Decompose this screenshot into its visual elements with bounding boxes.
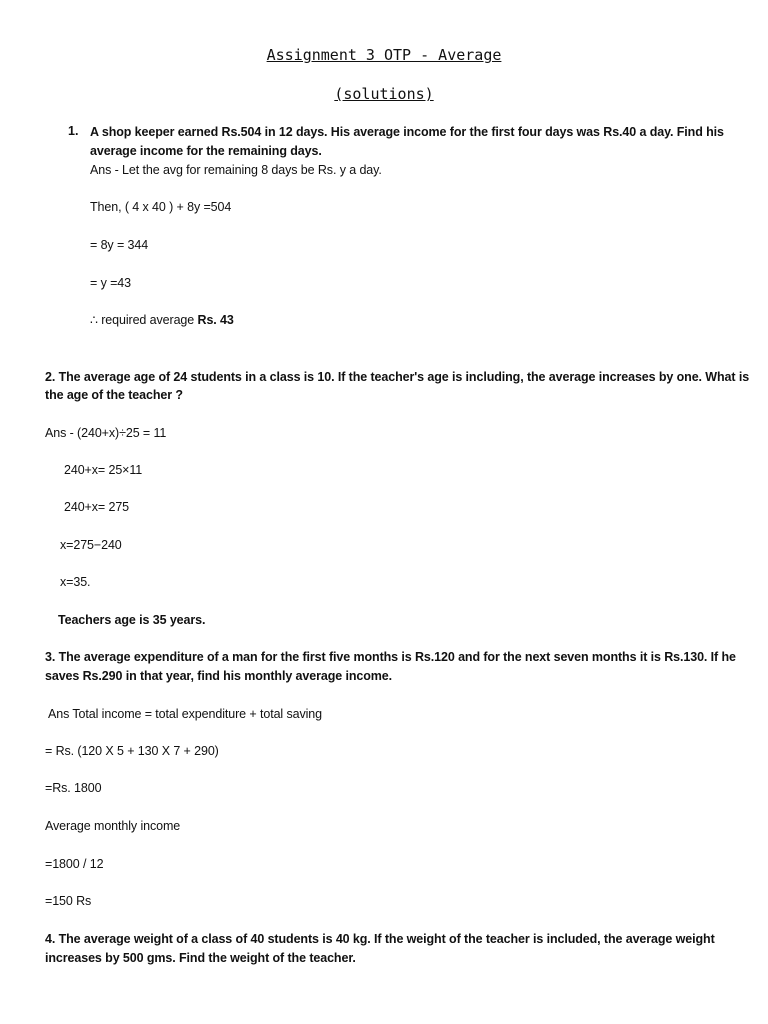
q1-number: 1. — [68, 124, 79, 138]
page-subtitle: (solutions) — [334, 85, 434, 103]
q1-step2: = 8y = 344 — [90, 238, 149, 252]
q2-ans: Ans - (240+x)÷25 = 11 — [45, 426, 167, 440]
q4-line2: increases by 500 gms. Find the weight of the teacher. — [45, 951, 356, 965]
q2-line1: 2. The average age of 24 students in a class is 10. If the teacher's age is including, the average increases by one. What is — [45, 370, 750, 384]
q3-step2: =Rs. 1800 — [45, 781, 102, 795]
q1-step4-text: ∴ required average — [90, 313, 198, 327]
q3-step4: =1800 / 12 — [45, 857, 104, 871]
q1-answer: Rs. 43 — [197, 313, 234, 327]
q2-step3: x=275−240 — [60, 538, 122, 552]
q3-ans: Ans Total income = total expenditure + total saving — [48, 707, 323, 721]
q1-step3: = y =43 — [90, 276, 131, 290]
q3-step5: =150 Rs — [45, 894, 92, 908]
q3-step3: Average monthly income — [45, 819, 181, 833]
q1-step4 — [90, 311, 234, 330]
page-title: Assignment 3 OTP - Average — [266, 46, 502, 64]
q3-line2: saves Rs.290 in that year, find his monthly average income. — [45, 669, 393, 683]
q2-step1: 240+x= 25×11 — [64, 463, 143, 477]
q1-line2: average income for the remaining days. — [90, 144, 322, 158]
q4-line1: 4. The average weight of a class of 40 students is 40 kg. If the weight of the teacher is included, the average weight — [45, 932, 715, 946]
q1-line1: A shop keeper earned Rs.504 in 12 days. His average income for the first four days was Rs.40 a day. Find his — [90, 125, 724, 139]
q2-step4: x=35. — [60, 575, 91, 589]
q2-answer: Teachers age is 35 years. — [58, 613, 206, 627]
q3-line1: 3. The average expenditure of a man for the first five months is Rs.120 and for the next seven months it is Rs.130. If he — [45, 650, 736, 664]
q3-step1: = Rs. (120 X 5 + 130 X 7 + 290) — [45, 744, 219, 758]
q1-ans: Ans - Let the avg for remaining 8 days be Rs. y a day. — [90, 163, 382, 177]
q1-step1: Then, ( 4 x 40 ) + 8y =504 — [90, 200, 232, 214]
q2-step2: 240+x= 275 — [64, 500, 130, 514]
q2-line2: the age of the teacher ? — [45, 388, 183, 402]
